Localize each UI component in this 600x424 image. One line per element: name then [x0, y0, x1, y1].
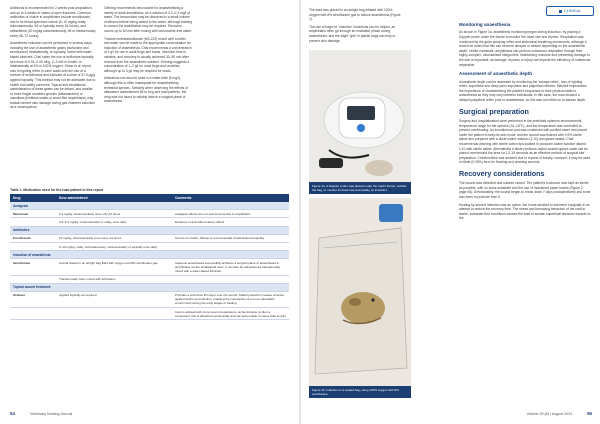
right-column-1-text: [309, 8, 403, 46]
table-section-row: [10, 283, 289, 291]
medication-table: [10, 194, 289, 320]
table-cell-dose: Animal placed in an airtight bag filled with oxygen and 8% sevoflurane gas: [56, 259, 172, 275]
table-cell-drug: [10, 242, 56, 250]
table-caption: Table 1. Medication used for the toad patient in this report: [10, 188, 104, 192]
table-cell-comment: Provides a protective film layer over the wound. Added protection creates a barrier against debris and infection, enabling the introduction of a more naturalistic environment during the early stages of healing: [172, 291, 289, 307]
table-cell-dose: 10 mg/kg, intramuscularly once every 24 hours: [56, 234, 172, 242]
paragraph: The wound was debrided and sutured closed. The patient's enclosure was kept as sterile as possible, with no loose substrate and the use of moistened paper towels (Figure 2, page 56). Unfortunately, the wound began to break down 7 days postoperatively and bone was seen to protrude from it.: [459, 181, 591, 200]
figure-1b-caption: Figure 1b. Induction in a sealed bag, using 100% oxygen with 8% sevoflurane.: [309, 386, 411, 398]
section-tag: [546, 6, 594, 16]
section-heading: Assessment of anaesthetic depth: [459, 71, 533, 77]
table-cell-comment: Can be an irritant, dilution is recommended if administered topically: [172, 234, 289, 242]
paragraph: Tricaine methanesulfonate (MS-222) mixed with a buffer and water can be made to the appropriate concentration for induction of anaesthesia. Chai recommends a concentration of 1 g/l for use in adult frogs and toads. Induction time is variable, and recovery is usually achieved 30–90 min after removal from the anaesthetic solution. Gehring suggests a concentration of 1–2 g/l for most frogs and urodeles, although up to 3 g/l may be required for toads.: [104, 36, 192, 73]
right-footer: [526, 411, 592, 416]
figure-1a-caption: Figure 1a. A Doppler probe was placed under the toad's thorax, outside the bag, to monitor its heart rate and quality on induction.: [309, 182, 411, 194]
table-cell-drug: [10, 218, 56, 226]
table-row: [10, 291, 289, 307]
table-cell-drug: Orabase: [10, 291, 56, 307]
section-heading: Surgical preparation: [459, 106, 529, 116]
table-cell-dose: Applied topically as required: [56, 291, 172, 307]
table-cell-comment: Care is advised with more recent preparations, as benzocaine is often a component; this is absorbed systemically and can accumulate to cause fatal toxicity: [172, 308, 289, 320]
table-cell-dose: 5–10 mg/kg, orally, subcutaneously, intramuscularly or topically once daily: [56, 242, 172, 250]
figure-1b-photo: [309, 198, 411, 398]
table-cell-dose: 0.4 mg/kg, intramuscularly once only 24 hours: [56, 210, 172, 218]
section-heading: Monitoring anaesthesia: [459, 22, 511, 27]
table-cell-drug: Enrofloxacin: [10, 234, 56, 242]
figure-1a: [309, 50, 411, 194]
paragraph: The use of bags for 'chamber' inductions can be helpful, as amphibians often go through an excitation phase during anaesthesia, and the slight 'give' in plastic bags can help to prevent skin damage.: [309, 24, 396, 43]
table-row: [10, 275, 289, 283]
section-heading: Recovery considerations: [459, 168, 545, 178]
paragraph: The toad was placed in an airtight bag inflated with 100% oxygen with 8% sevoflurane gas to induce anaesthesia (Figure 1).: [309, 8, 401, 22]
table-cell-dose: [56, 308, 172, 320]
paragraph: Antibiosis is recommended for 2 weeks post amputation, and up to 6 weeks in cases of open fractures. Common antibiotics of choice in amphibians include enrofloxacin, due to its broad-spectrum nature (5–10 mg/kg orally, subcutaneously, IM or topically every 24 hours), and ceftazidime (20 mg/kg subcutaneously, IM or intravenously every 48–72 hours).: [10, 6, 96, 38]
table-row: [10, 218, 289, 226]
table-section-title: Antibiotics: [10, 226, 289, 234]
right-page: [301, 0, 600, 424]
paragraph: Anaesthetic depth can be assessed by monitoring the 'escape reflex', loss of righting reflex, superficial and deep pain responses and palpebral reflexes. Mitchell emphasises the importance of characterising the patient's responses to their physical state to anaesthesia as they may vary between individuals. In this case, the toad showed a delayed palpebral reflex prior to anaesthesia, so this was not relied on to assess depth.: [459, 79, 587, 102]
paragraph: Alfaxalone can also be used in a water bath (5 mg/l), although this is often inadequate for anaesthetising terrestrial species. Similarly when observing the effects of alfaxalone administered IM to frog and toad patients, the drug was not found to reliably induce a surgical plane of anaesthesia.: [104, 76, 188, 104]
table-cell-drug: [10, 308, 56, 320]
table-row: [10, 242, 289, 250]
table-cell-dose: 0.2–0.4 mg/kg, intramuscularly or orally, once daily: [56, 218, 172, 226]
left-page-number: 54: [10, 411, 15, 416]
table-row: [10, 308, 289, 320]
table-row: [10, 259, 289, 275]
header-drug: Drug: [10, 194, 56, 202]
header-comments: Comments: [172, 194, 289, 202]
left-page: [0, 0, 299, 424]
table-cell-drug: [10, 275, 56, 283]
table-section-row: [10, 251, 289, 259]
table-cell-dose: Transdermally when mixed with lubrication: [56, 275, 172, 283]
journal-volume: Volume 39 (8) • August 2024: [526, 412, 573, 416]
table-row: [10, 210, 289, 218]
paragraph: Surgery and hospitalisation were performed in the predicted optimum environmental temperature range for the species (16–18°C), and the temperature was controlled to prevent overheating. An incontinence pad was moistened with purified water and placed under the patient to keep its skin moist, and the wound was flushed with 0.9% sterile saline and prepared with a dilute iodine solution (1:10) and gauze swabs. Chai recommends cleaning with sterile cotton tips soaked in povidone-iodine solution diluted 1:10 with sterile saline. Alternatively a dilute povidone-iodine-soaked gauze swab can be placed over/around the area for 10–15 seconds as an effective method of surgical site preparation. Chlorhexidine was avoided due to reports of toxicity; however, it may be used in dilute (0.05%) form for flushing and cleaning wounds.: [459, 118, 591, 165]
table-cell-comment: Analgesic effects are not well documented in amphibians: [172, 210, 289, 218]
paragraph: Healing by second intention was an option, but it was decided to intervene surgically in an attempt to reduce the recovery time. The stress and burrowing behaviour of the toad in sterile, substrate-free conditions caused the toad to sustain superficial abrasion wounds to the: [459, 202, 591, 221]
header-dose: Dose administered: [56, 194, 172, 202]
table-section-row: [10, 226, 289, 234]
table-section-row: [10, 202, 289, 210]
table-cell-comment: [172, 275, 289, 283]
right-page-number: 55: [587, 411, 592, 416]
table-row: [10, 234, 289, 242]
paragraph: As shown in Figure 1a, anaesthetic monitoring began during induction, by placing a Doppler probe under the thorax to monitor the heart rate and rhythm. Respiration was monitored by the gular pumping reflex and abdominal breathing movements, although it should be noted that this can become delayed or absent depending on the anaesthetic depth. Unlike mammals, amphibians can perform cutaneous respiration through their highly-complex, vascularised integument. Maintaining moisture and preventing damage to the skin is important, as damage, dryness or injury can impede the efficiency of cutaneous respiration.: [459, 30, 591, 67]
table-cell-comment: Evidence of anti-inflammatory effects: [172, 218, 289, 226]
table-header-row: [10, 194, 289, 202]
paragraph: Gehring recommends benzocaine for anaesthetising a variety of adult amphibians, as a solution of 0.2–0.3 mg/l of water. The benzocaine may be dissolved in a small volume of ethanol before being added to the water, although bathing to correct the acidification may be required. Recovery occurs up to 60 min after rinsing with benzocaine-free water.: [104, 6, 192, 33]
table-section-title: Analgesia: [10, 202, 289, 210]
figure-1a-photo: [309, 50, 411, 194]
journal-title: Veterinary Nursing Journal: [29, 412, 73, 416]
left-column-2: [104, 6, 192, 107]
figure-1b: [309, 198, 411, 398]
table-section-title: Induction of anaesthesia: [10, 251, 289, 259]
table-cell-drug: Sevoflurane: [10, 259, 56, 275]
table-cell-comment: Gaseous anaesthesia successfully achieves a surgical plane of anaesthesia in amphibians via the inhalational route. It can also be administered transdermally mixed with a water-based lubricant: [172, 259, 289, 275]
left-column-1: [10, 6, 96, 113]
right-column-2: [459, 18, 591, 224]
table-cell-comment: [172, 242, 289, 250]
left-footer: [10, 411, 72, 416]
table-cell-drug: Meloxicam: [10, 210, 56, 218]
section-icon: [559, 10, 562, 13]
paragraph: Anaesthetic induction can be performed in several ways, including the use of anaesthetic gases (isoflurane and sevoflurane) inhalationally, or topically, mixed with water-based lubricant. Chai notes the use of isoflurane topically at a dose of 0.01–0.05 ml/g, 2–3 ml/l in a bath, or inhalationally at 5% in 100% oxygen. Stone et al. report loss of righting reflex in cane toads with the use of a mixture of sevoflurane and lubricant at a dose of 37.5 µg/g applied topically. This method may not be advisable due to health and safety concerns. Topical and inhalational administration of these gases can be irritant, and smaller or more fragile urodeles species (salamanders) or caecilians (limbless snake-or worm-like amphibians) may sustain severe skin damage during gas chamber induction as a consequence.: [10, 41, 96, 110]
section-tag-label: CLINICAL: [563, 9, 582, 13]
table-section-title: Topical wound treatment: [10, 283, 289, 291]
